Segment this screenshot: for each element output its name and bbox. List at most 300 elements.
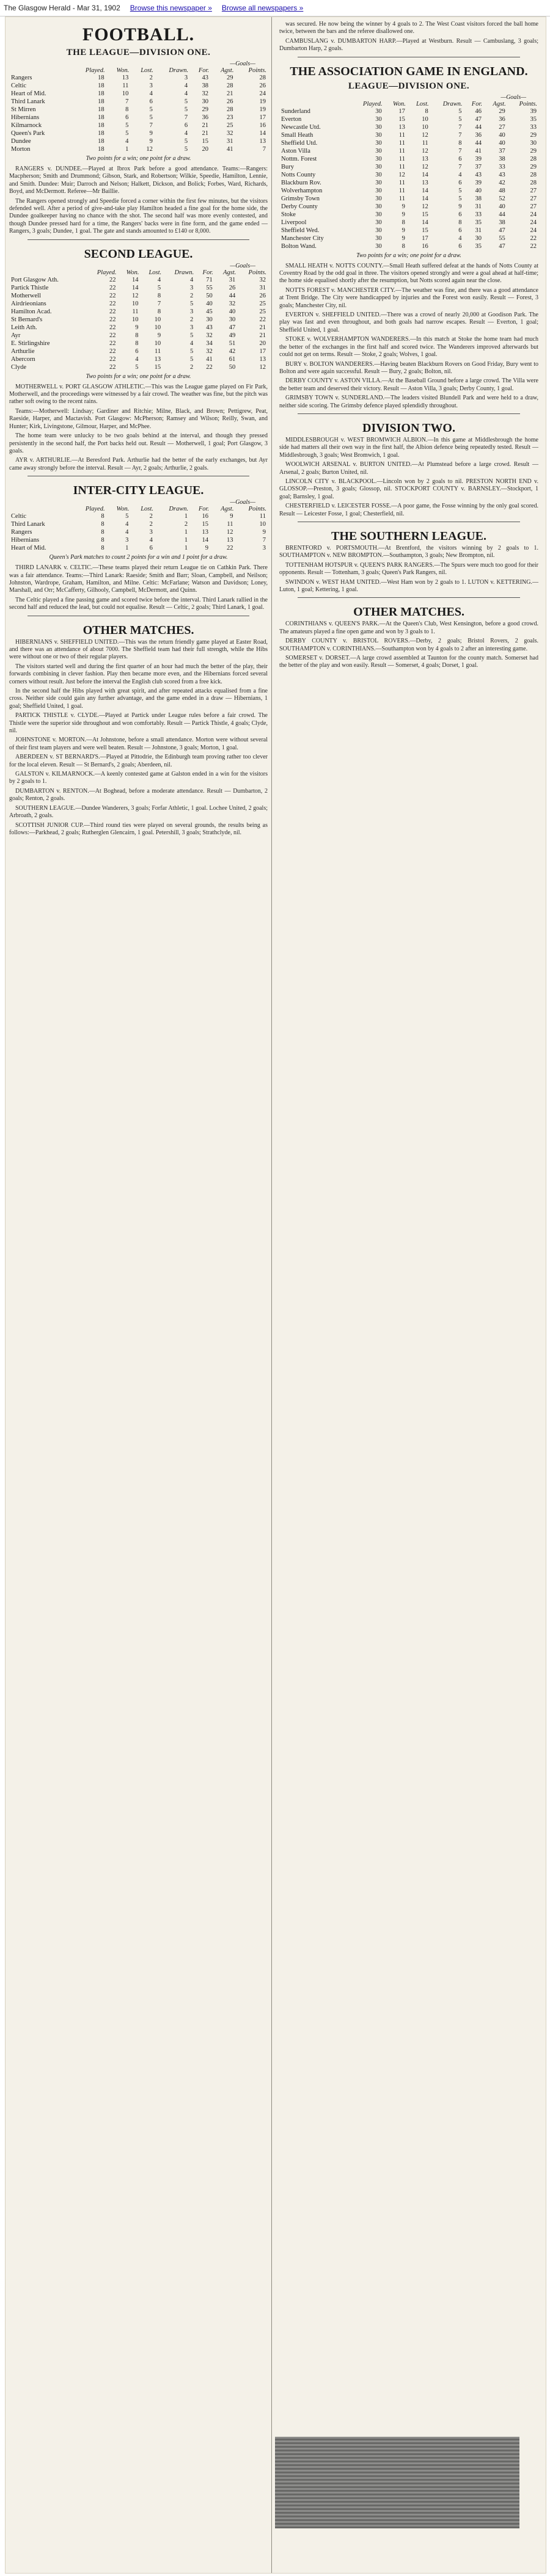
table-row xyxy=(9,536,268,544)
stat-cell: 32 xyxy=(206,332,213,339)
table-header-row xyxy=(9,67,268,74)
stat-cell: 1 xyxy=(184,513,188,520)
table-row xyxy=(9,544,268,552)
stat-cell: 5 xyxy=(184,106,188,113)
article-paragraph: THIRD LANARK v. CELTIC.—These teams played their return League tie on Cathkin Park. There was a fair attendance. Teams:—Third Lanark: Raeside; Smith and Barr; Sloan, Campbell, and Neilson; Johnston, Wardrope, Graham, Hamilton, and Milne. Celtic: McFarlane; Watson and Davidson; Loney, Marshall, and Orr; McCafferty, Gilhooly, Campbell, McDermott, and Quinn. xyxy=(9,564,268,594)
article-paragraph: SWINDON v. WEST HAM UNITED.—West Ham won by 2 goals to 1. LUTON v. KETTERING.—Luton, 1 goal; Kettering, 1 goal. xyxy=(279,578,538,594)
stat-cell: 35 xyxy=(530,115,537,123)
stat-cell: 30 xyxy=(375,203,382,210)
stat-cell: 11 xyxy=(422,139,428,147)
stat-cell: 5 xyxy=(149,106,153,113)
stat-cell: 29 xyxy=(530,163,537,170)
stat-cell: 4 xyxy=(149,90,153,97)
stat-cell: 12 xyxy=(422,131,428,139)
points-note: Queen's Park matches to count 2 points for a win and 1 point for a draw. xyxy=(49,554,228,561)
team-name-cell: Ayr xyxy=(11,332,21,339)
table-row xyxy=(9,122,268,129)
stat-cell: 31 xyxy=(229,276,236,283)
stat-cell: 22 xyxy=(530,242,537,250)
stat-cell: 13 xyxy=(122,75,129,81)
points-note: Two points for a win; one point for a draw. xyxy=(86,155,191,162)
stat-cell: 22 xyxy=(206,363,213,371)
column-header: Played. xyxy=(85,506,105,513)
stat-cell: 21 xyxy=(259,332,266,339)
team-name-cell: Sheffield Wed. xyxy=(281,227,320,234)
stat-cell: 44 xyxy=(475,123,482,131)
stat-cell: 11 xyxy=(398,139,405,147)
team-name-cell: Hibernians xyxy=(11,537,40,544)
stat-cell: 38 xyxy=(475,195,482,202)
team-name-cell: Third Lanark xyxy=(11,98,45,105)
stat-cell: 30 xyxy=(375,155,382,162)
stat-cell: 5 xyxy=(184,98,188,105)
stat-cell: 5 xyxy=(190,355,194,363)
stat-cell: 41 xyxy=(206,355,213,363)
column-header: Points. xyxy=(248,269,266,276)
second-league-heading: SECOND LEAGUE. xyxy=(84,247,193,261)
stat-cell: 47 xyxy=(499,227,505,234)
stat-cell: 5 xyxy=(458,107,462,115)
stat-cell: 13 xyxy=(259,138,266,145)
stat-cell: 7 xyxy=(458,163,462,170)
column-header: Lost. xyxy=(148,269,162,276)
stat-cell: 22 xyxy=(109,347,116,355)
stat-cell: 10 xyxy=(422,115,428,123)
stat-cell: 44 xyxy=(475,139,482,147)
stat-cell: 31 xyxy=(475,203,482,210)
stat-cell: 30 xyxy=(375,235,382,242)
stat-cell: 22 xyxy=(109,292,116,299)
stat-cell: 12 xyxy=(132,292,139,299)
stat-cell: 7 xyxy=(157,300,161,307)
inter-city-league-heading: INTER-CITY LEAGUE. xyxy=(73,484,204,498)
stat-cell: 30 xyxy=(229,316,236,323)
stat-cell: 33 xyxy=(499,163,505,170)
stat-cell: 31 xyxy=(475,227,482,234)
stat-cell: 2 xyxy=(149,513,153,520)
team-name-cell: Heart of Mid. xyxy=(11,545,46,552)
column-header: Won. xyxy=(116,506,130,513)
stat-cell: 3 xyxy=(190,284,194,291)
stat-cell: 4 xyxy=(125,521,129,528)
table-row xyxy=(279,115,538,123)
stat-cell: 2 xyxy=(190,292,194,299)
article-paragraph: PARTICK THISTLE v. CLYDE.—Played at Partick under League rules before a fair crowd. The Thistle were the superior side throughout and won comfortably. Result — Partick Thistle, 4 goals; Clyde, nil. xyxy=(9,712,268,735)
article-paragraph: DUMBARTON v. RENTON.—At Boghead, before a moderate attendance. Result — Dumbarton, 2 goals; Renton, 2 goals. xyxy=(9,787,268,802)
stat-cell: 21 xyxy=(226,90,233,97)
stat-cell: 27 xyxy=(530,195,537,202)
points-note: Two points for a win; one point for a draw. xyxy=(356,252,461,259)
stat-cell: 48 xyxy=(499,187,505,194)
stat-cell: 17 xyxy=(259,114,266,121)
stat-cell: 10 xyxy=(154,316,161,323)
stat-cell: 40 xyxy=(499,203,505,210)
browse-this-newspaper-link[interactable]: Browse this newspaper » xyxy=(130,4,212,12)
table-row xyxy=(279,195,538,203)
table-row xyxy=(279,187,538,195)
stat-cell: 30 xyxy=(375,187,382,194)
table-row xyxy=(9,363,268,371)
stat-cell: 38 xyxy=(499,155,505,162)
stat-cell: 9 xyxy=(262,529,266,536)
table-row xyxy=(279,203,538,211)
stat-cell: 15 xyxy=(398,115,405,123)
stat-cell: 11 xyxy=(398,131,405,139)
stat-cell: 28 xyxy=(226,82,233,89)
team-name-cell: Hamilton Acad. xyxy=(11,308,52,315)
stat-cell: 30 xyxy=(375,131,382,139)
newspaper-page xyxy=(5,16,546,2574)
table-row xyxy=(279,107,538,115)
stat-cell: 26 xyxy=(259,292,266,299)
stat-cell: 10 xyxy=(132,300,139,307)
stat-cell: 27 xyxy=(499,123,505,131)
stat-cell: 14 xyxy=(422,219,428,226)
article-paragraph: WOOLWICH ARSENAL v. BURTON UNITED.—At Plumstead before a large crowd. Result — Arsenal, 2 goals; Burton United, nil. xyxy=(279,461,538,476)
stat-cell: 1 xyxy=(125,146,129,153)
team-name-cell: Leith Ath. xyxy=(11,324,37,331)
stat-cell: 40 xyxy=(206,300,213,307)
table-row xyxy=(279,179,538,187)
team-name-cell: Third Lanark xyxy=(11,521,45,528)
stat-cell: 28 xyxy=(259,75,266,81)
stat-cell: 9 xyxy=(402,227,405,234)
stat-cell: 20 xyxy=(259,340,266,347)
table-row xyxy=(279,123,538,131)
stat-cell: 32 xyxy=(259,276,266,283)
division-one-table xyxy=(9,67,268,153)
stat-cell: 5 xyxy=(458,195,462,202)
table-row xyxy=(279,147,538,155)
stat-cell: 11 xyxy=(132,308,139,315)
stat-cell: 46 xyxy=(475,107,482,115)
stat-cell: 47 xyxy=(499,242,505,250)
column-header: Lost. xyxy=(141,506,153,513)
stat-cell: 30 xyxy=(375,179,382,186)
stat-cell: 9 xyxy=(230,513,233,520)
stat-cell: 7 xyxy=(149,122,153,129)
stat-cell: 9 xyxy=(135,324,139,331)
stat-cell: 42 xyxy=(499,179,505,186)
stat-cell: 13 xyxy=(154,355,161,363)
stat-cell: 12 xyxy=(422,163,428,170)
stat-cell: 8 xyxy=(425,107,428,115)
article-paragraph: SCOTTISH JUNIOR CUP.—Third round ties were played on several grounds, the results being as follows:—Parkhead, 2 goals; Rutherglen Glencairn, 1 goal. Petershill, 3 goals; Strathclyde, nil. xyxy=(9,821,268,836)
stat-cell: 8 xyxy=(157,292,161,299)
stat-cell: 28 xyxy=(530,155,537,162)
stat-cell: 18 xyxy=(98,98,105,105)
article-paragraph: MOTHERWELL v. PORT GLASGOW ATHLETIC.—This was the League game played on Fir Park, Motherwell, and the proceedings were witnessed by a fair crowd. The weather was fine, but the pitch was rather soft owing to the recent rains. xyxy=(9,383,268,406)
team-name-cell: Queen's Park xyxy=(11,130,45,137)
stat-cell: 8 xyxy=(125,106,129,113)
table-row xyxy=(9,74,268,82)
stat-cell: 4 xyxy=(184,82,188,89)
table-row xyxy=(279,235,538,242)
stat-cell: 6 xyxy=(458,211,462,218)
stat-cell: 8 xyxy=(157,308,161,315)
stat-cell: 35 xyxy=(475,242,482,250)
article-paragraph: LINCOLN CITY v. BLACKPOOL.—Lincoln won by 2 goals to nil. PRESTON NORTH END v. GLOSSOP.—Preston, 3 goals; Glossop, nil. STOCKPORT COUNTY v. BARNSLEY.—Stockport, 1 goal; Barnsley, 1 goal. xyxy=(279,478,538,500)
stat-cell: 40 xyxy=(499,131,505,139)
stat-cell: 30 xyxy=(375,139,382,147)
stat-cell: 11 xyxy=(122,82,129,89)
stat-cell: 4 xyxy=(125,529,129,536)
column-header: Won. xyxy=(126,269,139,276)
team-name-cell: Stoke xyxy=(281,211,296,218)
stat-cell: 40 xyxy=(475,187,482,194)
stat-cell: 10 xyxy=(154,324,161,331)
stat-cell: 9 xyxy=(149,130,153,137)
stat-cell: 9 xyxy=(402,211,405,218)
column-header: Points. xyxy=(519,100,537,107)
stat-cell: 30 xyxy=(375,242,382,250)
column-header: Drawn. xyxy=(169,67,189,74)
team-name-cell: Arthurlie xyxy=(11,347,35,355)
stat-cell: 3 xyxy=(190,308,194,315)
table-row xyxy=(9,106,268,114)
stat-cell: 36 xyxy=(475,131,482,139)
stat-cell: 24 xyxy=(530,227,537,234)
stat-cell: 11 xyxy=(398,179,405,186)
table-row xyxy=(9,98,268,106)
stat-cell: 5 xyxy=(190,347,194,355)
team-name-cell: Motherwell xyxy=(11,292,41,299)
goals-label: —Goals— xyxy=(501,93,526,101)
stat-cell: 9 xyxy=(205,545,209,552)
team-name-cell: Airdrieonians xyxy=(11,300,46,307)
stat-cell: 7 xyxy=(125,98,129,105)
stat-cell: 8 xyxy=(101,545,105,552)
team-name-cell: Morton xyxy=(11,146,31,153)
stat-cell: 11 xyxy=(398,195,405,202)
stat-cell: 11 xyxy=(227,521,233,528)
column-header: Lost. xyxy=(141,67,153,74)
column-header: Agst. xyxy=(493,100,506,107)
stat-cell: 4 xyxy=(190,340,194,347)
stat-cell: 13 xyxy=(226,537,233,544)
stat-cell: 71 xyxy=(206,276,213,283)
division-two-heading: DIVISION TWO. xyxy=(362,421,455,435)
stat-cell: 4 xyxy=(458,171,462,178)
right-column xyxy=(276,17,542,2573)
points-note: Two points for a win; one point for a draw. xyxy=(86,373,191,380)
column-header xyxy=(9,269,85,276)
column-header xyxy=(9,506,71,512)
stat-cell: 17 xyxy=(398,107,405,115)
stat-cell: 8 xyxy=(135,332,139,339)
table-row xyxy=(9,355,268,363)
southern-league-heading: THE SOUTHERN LEAGUE. xyxy=(331,529,486,543)
stat-cell: 27 xyxy=(530,187,537,194)
table-row xyxy=(9,528,268,536)
stat-cell: 8 xyxy=(101,537,105,544)
stat-cell: 35 xyxy=(475,219,482,226)
stat-cell: 26 xyxy=(226,98,233,105)
stat-cell: 5 xyxy=(184,138,188,145)
stat-cell: 43 xyxy=(475,171,482,178)
stat-cell: 6 xyxy=(149,98,153,105)
other-matches-reports xyxy=(9,639,268,837)
stat-cell: 31 xyxy=(259,284,266,291)
article-paragraph: The Celtic played a fine passing game and scored twice before the interval. Third Lanark rallied in the second half and reduced the lead, but could not equalise. Result — Celtic, 2 goals; Third Lanark, 1 goal. xyxy=(9,596,268,611)
stat-cell: 38 xyxy=(202,82,209,89)
stat-cell: 2 xyxy=(149,75,153,81)
stat-cell: 14 xyxy=(422,171,428,178)
article-paragraph: was secured. He now being the winner by 4 goals to 2. The West Coast visitors forced the ball home twice, between the bars and the referee disallowed one. xyxy=(279,21,538,35)
stat-cell: 5 xyxy=(190,300,194,307)
article-paragraph: MIDDLESBROUGH v. WEST BROMWICH ALBION.—In this game at Middlesbrough the home side had matters all their own way in the first half, the Albion defence being repeatedly tested. Result — Middlesbrough, 3 goals; West Bromwich, 1 goal. xyxy=(279,436,538,459)
stat-cell: 61 xyxy=(229,355,236,363)
stat-cell: 26 xyxy=(259,82,266,89)
table-row xyxy=(279,219,538,227)
stat-cell: 3 xyxy=(149,82,153,89)
stat-cell: 22 xyxy=(109,332,116,339)
column-header: For. xyxy=(202,269,213,276)
stat-cell: 32 xyxy=(226,130,233,137)
stat-cell: 8 xyxy=(458,219,462,226)
table-header-row xyxy=(279,101,538,107)
stat-cell: 12 xyxy=(422,147,428,155)
stat-cell: 13 xyxy=(259,355,266,363)
column-header: Points. xyxy=(248,506,266,513)
stat-cell: 6 xyxy=(135,347,139,355)
table-row xyxy=(279,155,538,163)
article-paragraph: JOHNSTONE v. MORTON.—At Johnstone, before a small attendance. Morton were without several of their first team players and were well beaten. Result — Johnstone, 3 goals; Morton, 1 goal. xyxy=(9,737,268,751)
table-row xyxy=(9,82,268,90)
stat-cell: 22 xyxy=(109,308,116,315)
stat-cell: 11 xyxy=(398,155,405,162)
stat-cell: 10 xyxy=(154,340,161,347)
stat-cell: 21 xyxy=(259,324,266,331)
table-header-row xyxy=(9,269,268,276)
stat-cell: 9 xyxy=(149,138,153,145)
team-name-cell: Derby County xyxy=(281,203,318,210)
article-paragraph: CORINTHIANS v. QUEEN'S PARK.—At the Queen's Club, West Kensington, before a good crowd. The amateurs played a fine open game and won by 3 goals to 1. xyxy=(279,620,538,635)
stat-cell: 7 xyxy=(262,146,266,153)
stat-cell: 29 xyxy=(202,106,209,113)
stat-cell: 49 xyxy=(229,332,236,339)
team-name-cell: Nottm. Forest xyxy=(281,155,317,162)
column-header: Won. xyxy=(116,67,130,74)
stat-cell: 42 xyxy=(229,347,236,355)
goals-label: —Goals— xyxy=(230,60,255,67)
column-header: Points. xyxy=(248,67,266,74)
article-paragraph: BURY v. BOLTON WANDERERS.—Having beaten Blackburn Rovers on Good Friday, Bury went to Bolton and were again successful. Result — Bury, 2 goals; Bolton, nil. xyxy=(279,360,538,375)
table-row xyxy=(279,242,538,250)
stat-cell: 22 xyxy=(109,363,116,371)
column-header: Lost. xyxy=(416,100,429,107)
stat-cell: 18 xyxy=(98,138,105,145)
team-name-cell: Heart of Mid. xyxy=(11,90,46,97)
stat-cell: 55 xyxy=(499,235,505,242)
stat-cell: 5 xyxy=(149,114,153,121)
second-league-reports xyxy=(9,384,268,472)
stat-cell: 41 xyxy=(226,146,233,153)
inter-city-reports xyxy=(9,564,268,611)
stat-cell: 7 xyxy=(262,537,266,544)
column-header xyxy=(279,101,350,107)
stat-cell: 22 xyxy=(109,340,116,347)
team-name-cell: Small Heath xyxy=(281,131,314,139)
stat-cell: 16 xyxy=(202,513,209,520)
english-division-one-table xyxy=(279,101,538,250)
team-name-cell: Kilmarnock xyxy=(11,122,42,129)
stat-cell: 43 xyxy=(206,324,213,331)
column-header: Agst. xyxy=(221,506,234,513)
team-name-cell: Dundee xyxy=(11,138,31,145)
column-header: Won. xyxy=(392,100,406,107)
stat-cell: 4 xyxy=(135,355,139,363)
separator xyxy=(124,4,126,12)
stat-cell: 7 xyxy=(458,131,462,139)
stat-cell: 22 xyxy=(109,300,116,307)
column-header: For. xyxy=(198,67,210,74)
stat-cell: 44 xyxy=(229,292,236,299)
stat-cell: 20 xyxy=(202,146,209,153)
table-row xyxy=(279,171,538,179)
stat-cell: 32 xyxy=(229,300,236,307)
stat-cell: 13 xyxy=(422,179,428,186)
team-name-cell: Wolverhampton xyxy=(281,187,323,194)
team-name-cell: Manchester City xyxy=(281,235,324,242)
stat-cell: 4 xyxy=(184,130,188,137)
stat-cell: 7 xyxy=(184,114,188,121)
stat-cell: 11 xyxy=(259,513,266,520)
stat-cell: 29 xyxy=(499,107,505,115)
column-header xyxy=(9,67,71,74)
table-row xyxy=(9,512,268,520)
stat-cell: 2 xyxy=(149,521,153,528)
association-game-heading: THE ASSOCIATION GAME IN ENGLAND. xyxy=(290,64,528,78)
stat-cell: 30 xyxy=(375,171,382,178)
stat-cell: 5 xyxy=(458,187,462,194)
stat-cell: 3 xyxy=(149,529,153,536)
stat-cell: 11 xyxy=(398,187,405,194)
column-header: Played. xyxy=(97,269,117,276)
stat-cell: 10 xyxy=(422,123,428,131)
stat-cell: 29 xyxy=(226,75,233,81)
team-name-cell: Bury xyxy=(281,163,294,170)
stat-cell: 32 xyxy=(202,90,209,97)
stat-cell: 17 xyxy=(422,235,428,242)
newspaper-title-link[interactable]: The Glasgow Herald - Mar 31, 1902 xyxy=(4,4,120,12)
article-paragraph: SOUTHERN LEAGUE.—Dundee Wanderers, 3 goals; Forfar Athletic, 1 goal. Lochee United, 2 goals; Arbroath, 2 goals. xyxy=(9,804,268,820)
stat-cell: 5 xyxy=(184,146,188,153)
article-paragraph: ABERDEEN v. ST BERNARD'S.—Played at Pittodrie, the Edinburgh team proving rather too clever for the local eleven. Result — St Bernard's, 2 goals; Aberdeen, nil. xyxy=(9,754,268,768)
stat-cell: 6 xyxy=(458,155,462,162)
table-row xyxy=(9,137,268,145)
stat-cell: 30 xyxy=(375,227,382,234)
stat-cell: 40 xyxy=(499,139,505,147)
stat-cell: 30 xyxy=(375,123,382,131)
table-row xyxy=(279,139,538,147)
article-paragraph: NOTTS FOREST v. MANCHESTER CITY.—The weather was fine, and there was a good attendance at Trent Bridge. The City were handicapped by injuries and the Forest won easily. Result — Forest, 3 goals; Manchester City, nil. xyxy=(279,286,538,309)
stat-cell: 13 xyxy=(202,529,209,536)
stat-cell: 5 xyxy=(190,332,194,339)
browse-all-newspapers-link[interactable]: Browse all newspapers » xyxy=(221,4,304,12)
column-header: Played. xyxy=(85,67,105,74)
stat-cell: 1 xyxy=(125,545,129,552)
article-paragraph: TOTTENHAM HOTSPUR v. QUEEN'S PARK RANGERS.—The Spurs were much too good for their opponents. Result — Tottenham, 3 goals; Queen's Park Rangers, nil. xyxy=(279,561,538,577)
stat-cell: 39 xyxy=(530,107,537,115)
stat-cell: 6 xyxy=(458,179,462,186)
column-header: Drawn. xyxy=(174,269,194,276)
stat-cell: 14 xyxy=(132,284,139,291)
southern-league-reports xyxy=(279,545,538,594)
stat-cell: 22 xyxy=(530,235,537,242)
stat-cell: 22 xyxy=(259,316,266,323)
stat-cell: 18 xyxy=(98,75,105,81)
